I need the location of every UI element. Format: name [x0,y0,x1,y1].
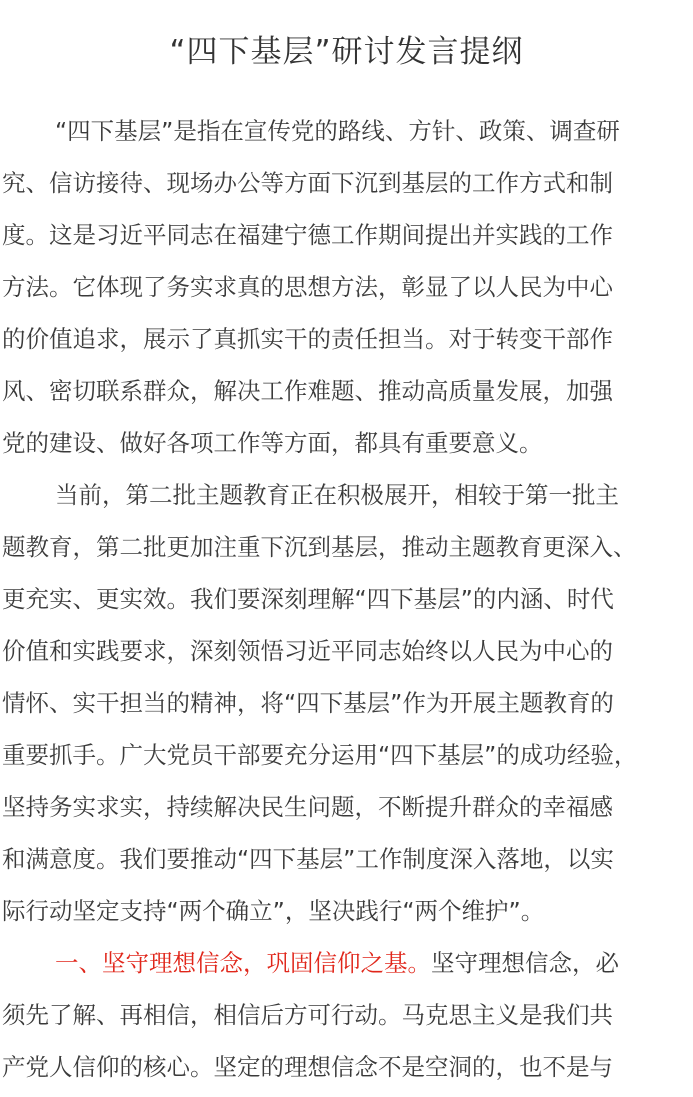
paragraph-1-line: 的价值追求，展示了真抓实干的责任担当。对于转变干部作 [2,325,613,353]
paragraph-1-line: 究、信访接待、现场办公等方面下沉到基层的工作方式和制 [2,169,613,197]
paragraph-2-line: 价值和实践要求，深刻领悟习近平同志始终以人民为中心的 [2,637,613,665]
section-1-heading: 一、坚守理想信念，巩固信仰之基。 [55,949,431,977]
paragraph-2-line: 更充实、更实效。我们要深刻理解“四下基层”的内涵、时代 [2,585,614,613]
paragraph-1-line: “四下基层”是指在宣传党的路线、方针、政策、调查研 [55,117,620,145]
paragraph-1-line: 度。这是习近平同志在福建宁德工作期间提出并实践的工作 [2,221,613,249]
document-body [2,105,691,1093]
paragraph-2-line: 坚持务实求实，持续解决民生问题，不断提升群众的幸福感 [2,793,613,821]
paragraph-2-line: 和满意度。我们要推动“四下基层”工作制度深入落地，以实 [2,845,614,873]
section-1-first-line-text: 坚守理想信念，必 [431,949,619,977]
section-1-line: 产党人信仰的核心。坚定的理想信念不是空洞的，也不是与 [2,1053,613,1081]
paragraph-2-line: 际行动坚定支持“两个确立”，坚决践行“两个维护”。 [2,897,545,925]
paragraph-2-line: 当前，第二批主题教育正在积极展开，相较于第一批主 [55,481,619,509]
document-title: “四下基层”研讨发言提纲 [169,34,524,70]
paragraph-2-line: 情怀、实干担当的精神，将“四下基层”作为开展主题教育的 [2,689,614,717]
section-1-line: 须先了解、再相信，相信后方可行动。马克思主义是我们共 [2,1001,613,1029]
section-1-first-line [2,937,691,989]
paragraph-1-line: 风、密切联系群众，解决工作难题、推动高质量发展，加强 [2,377,613,405]
paragraph-2-line: 重要抓手。广大党员干部要充分运用“四下基层”的成功经验， [2,741,638,769]
paragraph-1-line: 党的建设、做好各项工作等方面，都具有重要意义。 [2,429,543,457]
paragraph-2-line: 题教育，第二批更加注重下沉到基层，推动主题教育更深入、 [2,533,637,561]
paragraph-1-line: 方法。它体现了务实求真的思想方法，彰显了以人民为中心 [2,273,613,301]
